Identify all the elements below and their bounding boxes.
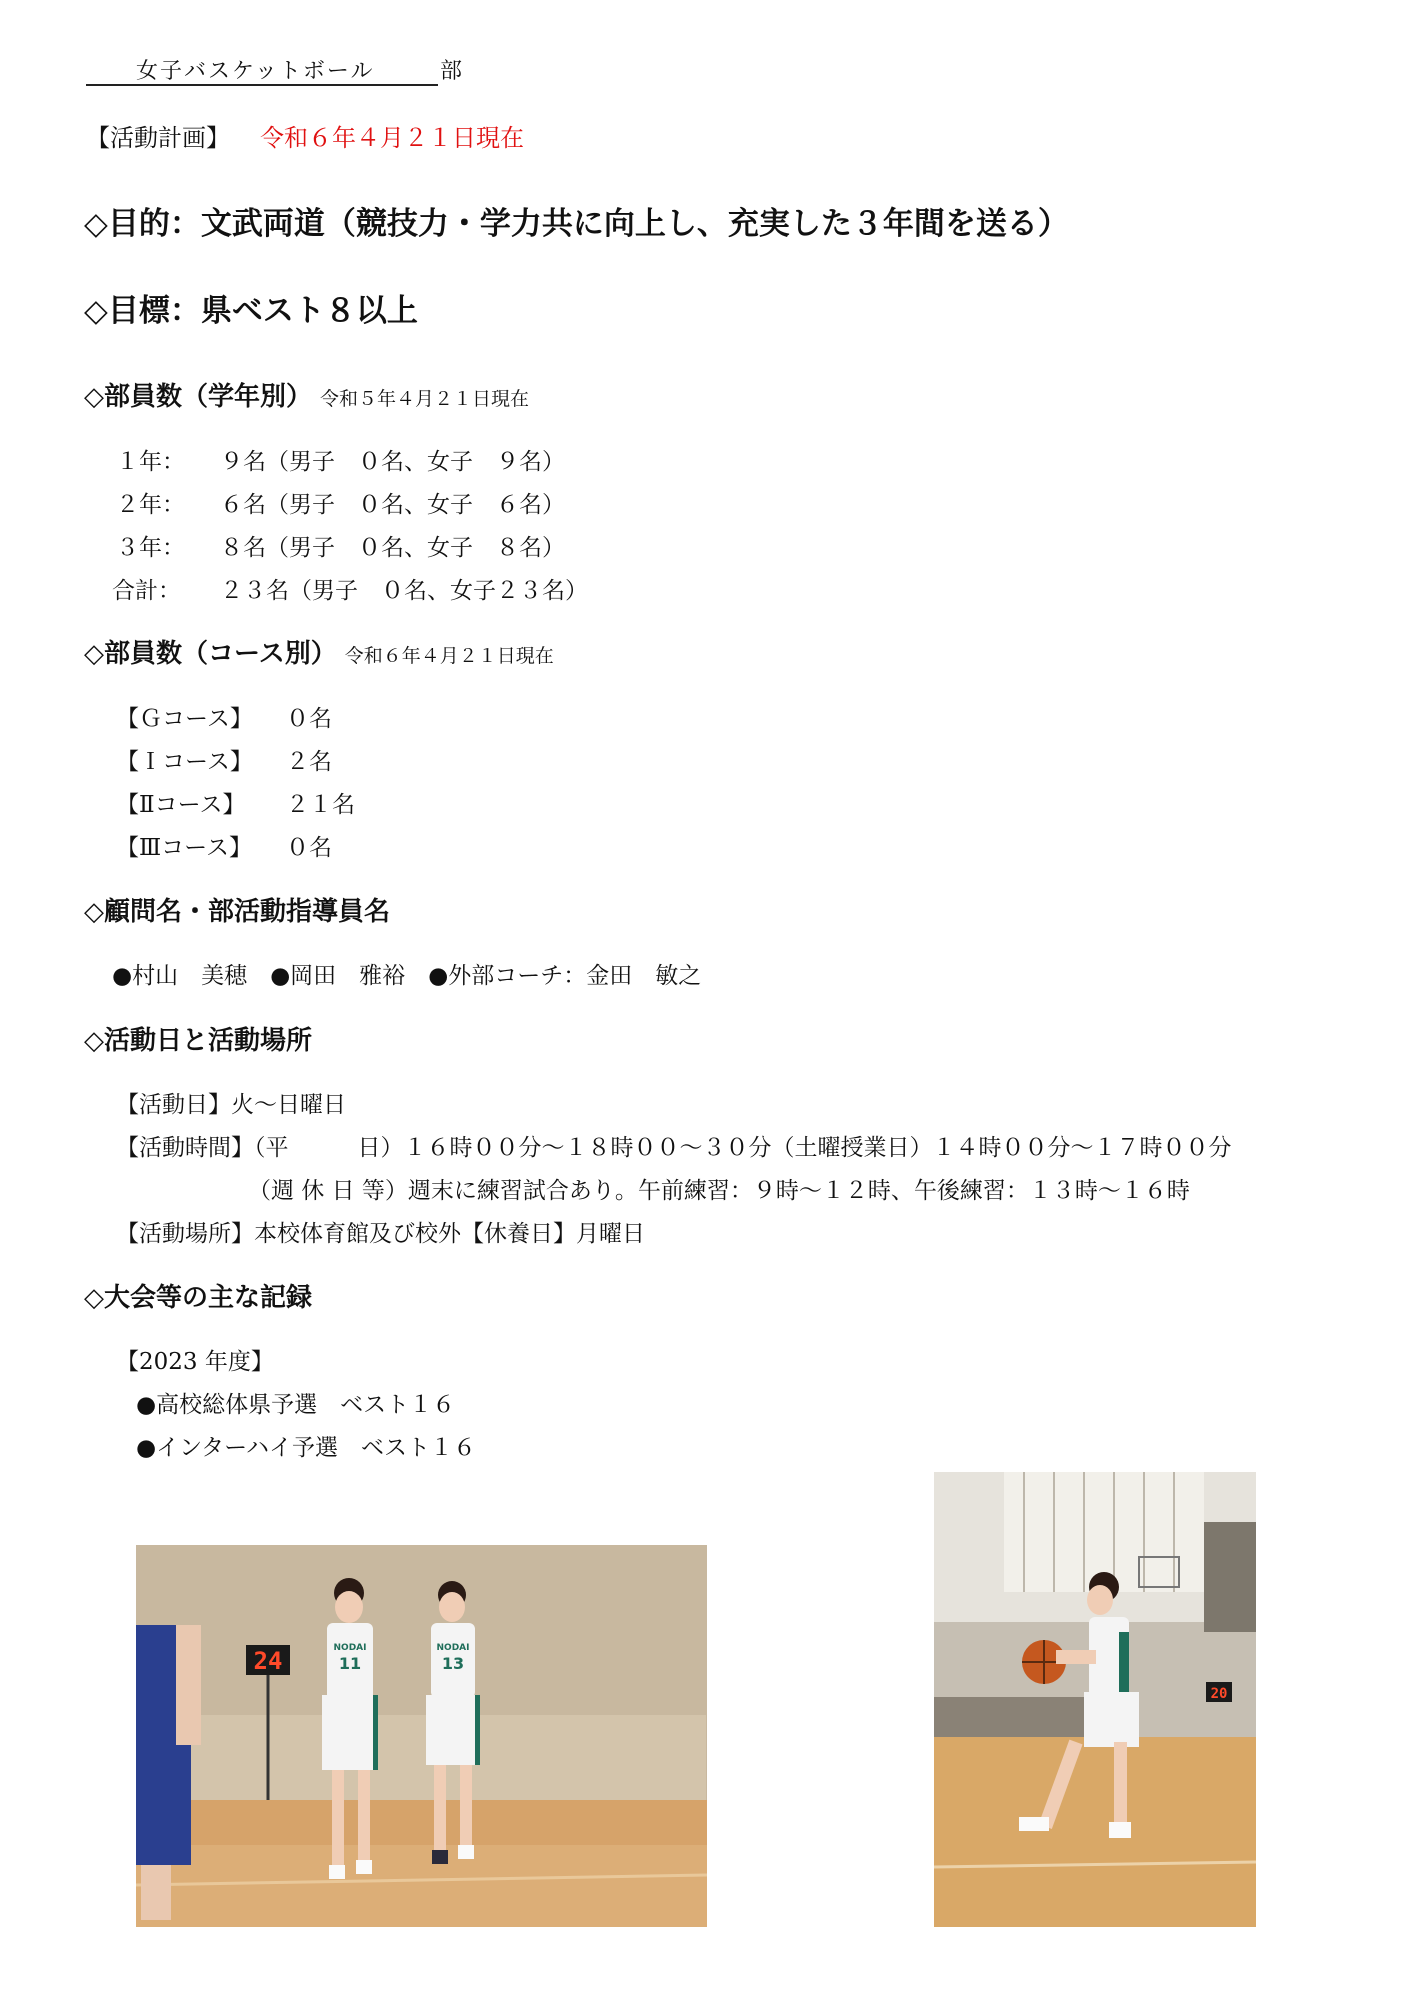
members-course-heading (84, 633, 554, 670)
grade-detail: ９名（男子 ０名、女子 ９名） (220, 449, 565, 475)
activity-heading: ◇活動日と活動場所 (84, 1026, 312, 1056)
grade-label: １年： (116, 449, 185, 475)
plan-date: 令和６年４月２１日現在 (260, 124, 524, 152)
advisors-heading: ◇顧問名・部活動指導員名 (84, 897, 390, 927)
records-heading: ◇大会等の主な記録 (84, 1283, 312, 1313)
club-name (86, 54, 438, 86)
activity-time-label: 【活動時間】 (116, 1135, 254, 1161)
activity-time-weekday: （平 日）１６時００分～１８時００～３０分（土曜授業日）１４時００分～１７時００分 (254, 1135, 1232, 1161)
jersey-team: NODAI (333, 1643, 367, 1653)
course-row (116, 829, 332, 862)
members-grade-title: ◇部員数（学年別） (84, 382, 312, 412)
course-count: ０名 (286, 835, 332, 861)
advisors-list: ●村山 美穂 ●岡田 雅裕 ●外部コーチ：金田 敏之 (112, 963, 702, 989)
course-row (116, 700, 332, 733)
photo-player-dribbling-image (934, 1472, 1256, 1927)
activity-time (116, 1129, 1232, 1162)
activity-days: 【活動日】火～日曜日 (116, 1092, 346, 1118)
record-item: ●高校総体県予選 ベスト１６ (136, 1392, 456, 1418)
plan-label: 【活動計画】 (86, 124, 230, 152)
jersey-team-b: NODAI (436, 1643, 470, 1653)
grade-row (116, 443, 565, 476)
members-course-title: ◇部員数（コース別） (84, 639, 337, 669)
grade-row (116, 529, 565, 562)
grade-detail: ６名（男子 ０名、女子 ６名） (220, 492, 565, 518)
goal-heading: ◇目標：県ベスト８以上 (84, 293, 418, 329)
photo-player-dribbling (934, 1472, 1256, 1927)
course-row (116, 786, 355, 819)
records-year: 【2023 年度】 (116, 1349, 274, 1375)
members-course-date: 令和６年４月２１日現在 (344, 645, 554, 667)
grade-detail: ８名（男子 ０名、女子 ８名） (220, 535, 565, 561)
activity-plan-header (86, 118, 524, 153)
grade-detail: ２３名（男子 ０名、女子２３名） (220, 578, 588, 604)
photo-players-walking (136, 1545, 707, 1927)
jersey-number-b: 13 (441, 1654, 465, 1673)
jersey-number-a: 11 (338, 1654, 362, 1673)
shot-clock-right-digits: 20 (1210, 1686, 1228, 1702)
shot-clock-digits: 24 (253, 1647, 283, 1675)
activity-time-holiday: （週 休 日 等）週末に練習試合あり。午前練習：９時～１２時、午後練習：１３時～１６時 (248, 1178, 1190, 1204)
grade-row-total (112, 572, 588, 605)
members-grade-heading (84, 376, 529, 413)
grade-row (116, 486, 565, 519)
grade-label: ２年： (116, 492, 185, 518)
photo-players-walking-image (136, 1545, 707, 1927)
grade-label: 合計： (112, 578, 181, 604)
grade-label: ３年： (116, 535, 185, 561)
record-item: ●インターハイ予選 ベスト１６ (136, 1435, 476, 1461)
course-label: 【Ⅲコース】 (116, 835, 253, 861)
purpose-heading: ◇目的：文武両道（競技力・学力共に向上し、充実した３年間を送る） (84, 206, 1069, 242)
course-count: ２名 (286, 749, 332, 775)
club-suffix: 部 (440, 59, 463, 84)
course-count: ０名 (286, 706, 332, 732)
club-name-text: 女子バスケットボール (136, 59, 375, 84)
course-label: 【Ⅱコース】 (116, 792, 246, 818)
course-count: ２１名 (286, 792, 355, 818)
course-label: 【Ｉコース】 (116, 749, 253, 775)
members-grade-date: 令和５年４月２１日現在 (320, 388, 530, 410)
activity-place: 【活動場所】本校体育館及び校外【休養日】月曜日 (116, 1221, 645, 1247)
course-label: 【Ｇコース】 (116, 706, 253, 732)
course-row (116, 743, 332, 776)
